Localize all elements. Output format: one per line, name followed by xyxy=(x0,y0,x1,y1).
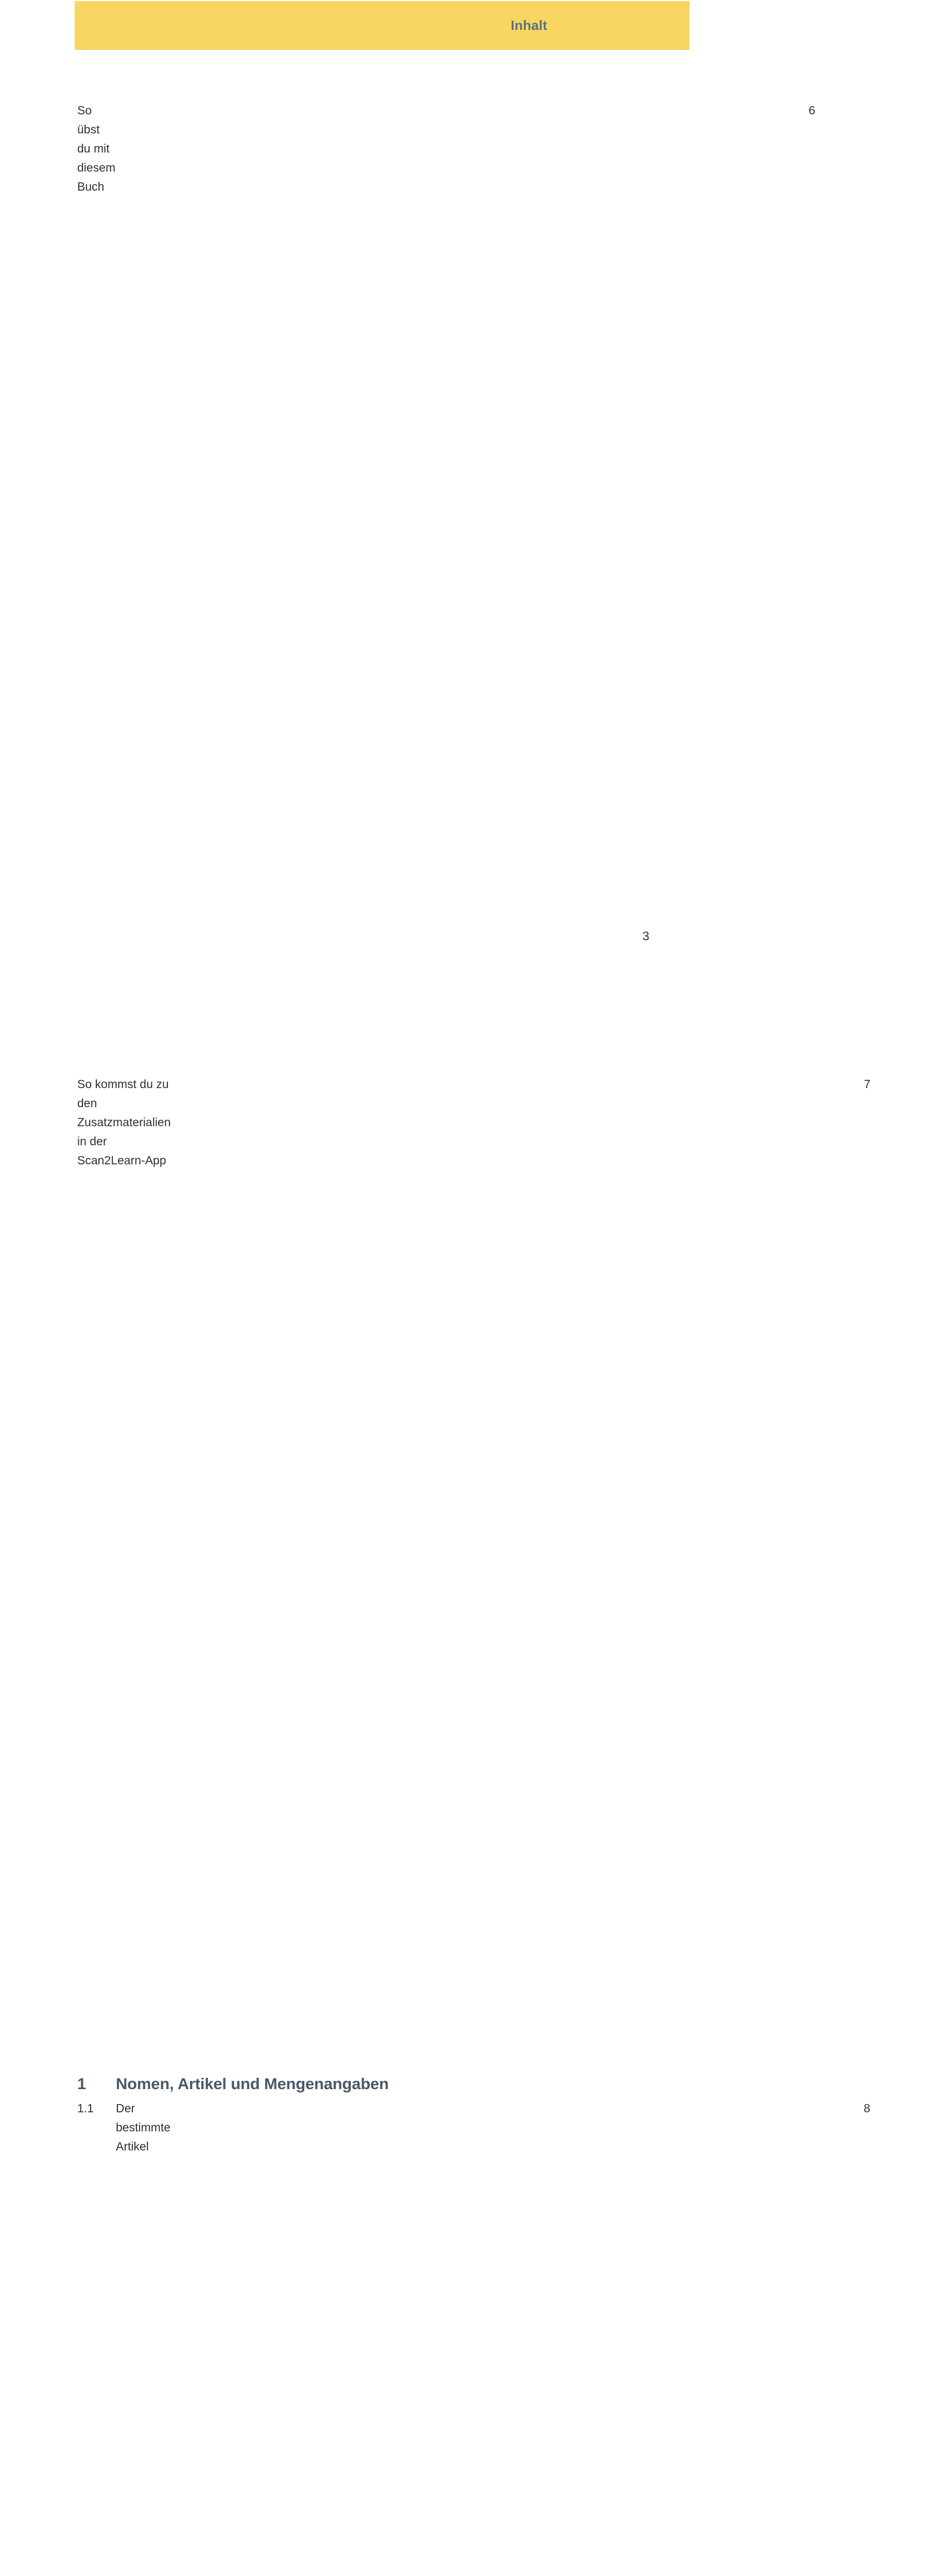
toc-content xyxy=(77,0,871,2576)
page-number: 3 xyxy=(642,929,649,943)
toc-section xyxy=(77,2072,871,2576)
entry-page: 7 xyxy=(181,1075,871,2048)
toc-entry-row xyxy=(77,1075,871,2048)
entry-page: 6 xyxy=(126,101,815,1075)
toc-entry-row xyxy=(77,101,816,1075)
text-segment: So übst du mit diesem Buch xyxy=(77,104,116,193)
section-title xyxy=(116,2072,389,2096)
section-heading xyxy=(77,2072,547,2096)
header-title: Inhalt xyxy=(510,18,547,33)
entry-number: 1.1 xyxy=(77,2102,94,2115)
entry-title xyxy=(77,101,126,1075)
entry-title xyxy=(77,1075,181,2048)
text-segment: So kommst du zu den Zusatzmaterialien in der Scan2Learn-App xyxy=(77,1077,171,1167)
entry-title xyxy=(116,2099,181,2576)
entry-page: 8 xyxy=(181,2099,870,2576)
sections-list xyxy=(77,2072,871,2576)
text-segment: Der bestimmte Artikel xyxy=(116,2102,171,2153)
text-segment: Nomen, Artikel und Mengenangaben xyxy=(116,2075,389,2093)
section-number: 1 xyxy=(77,2075,87,2093)
toc-entry-row xyxy=(77,2099,871,2576)
frontmatter-list xyxy=(77,101,871,2048)
